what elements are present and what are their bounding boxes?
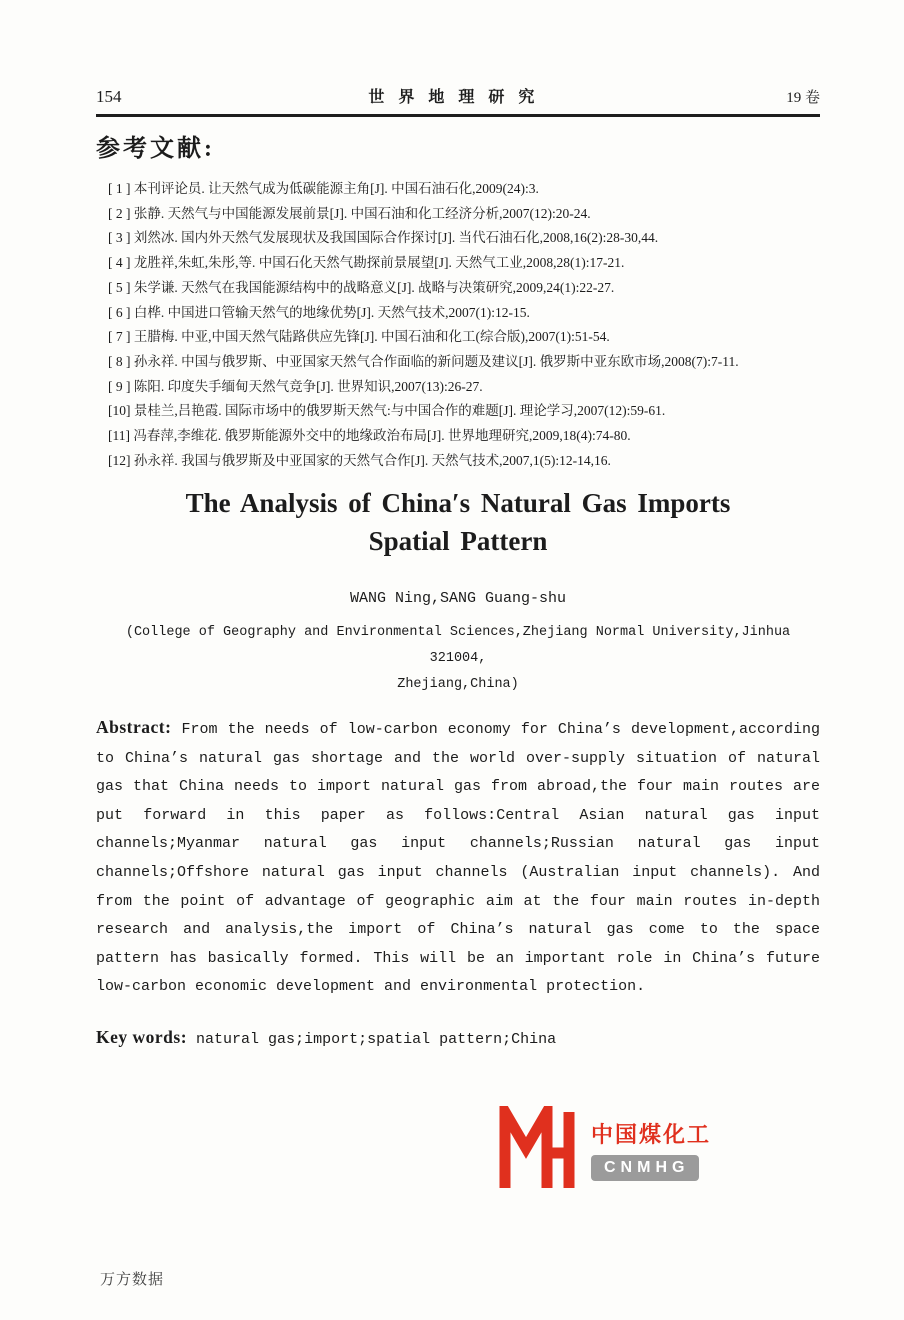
page-number: 154 <box>96 87 122 106</box>
reference-item: [ 1 ] 本刊评论员. 让天然气成为低碳能源主角[J]. 中国石油石化,2009(24):3. <box>108 181 539 196</box>
keywords-paragraph <box>96 1027 820 1048</box>
watermark-brand-cn: 中国煤化工 <box>591 1121 712 1147</box>
header-rule <box>96 114 820 117</box>
volume-label: 19 卷 <box>786 90 820 106</box>
keywords-text: natural gas;import;spatial pattern;China <box>196 1031 557 1048</box>
references-section <box>96 128 820 473</box>
reference-item: [ 7 ] 王腊梅. 中亚,中国天然气陆路供应先锋[J]. 中国石油和化工(综合版),2007(1):51-54. <box>108 329 610 345</box>
watermark <box>497 1106 711 1192</box>
references-list <box>96 177 820 473</box>
abstract-paragraph <box>96 713 820 1002</box>
article-authors: WANG Ning,SANG Guang-shu <box>349 590 567 607</box>
keywords-label: Key words: <box>96 1027 188 1047</box>
abstract-label: Abstract: <box>96 717 172 737</box>
article-title-line1: The Analysis of China′s Natural Gas Imports <box>185 488 731 518</box>
affiliation-line1: (College of Geography and Environmental Sciences,Zhejiang Normal University,Jinhua 321004, <box>125 625 791 666</box>
reference-item: [11] 冯春萍,李维花. 俄罗斯能源外交中的地缘政治布局[J]. 世界地理研究,2009,18(4):74-80. <box>108 428 631 444</box>
watermark-logo-icon <box>497 1106 577 1192</box>
watermark-text <box>591 1118 711 1181</box>
affiliation-line2: Zhejiang,China) <box>397 677 519 692</box>
article-title-line2: Spatial Pattern <box>368 526 548 556</box>
article-title <box>96 484 820 560</box>
footer-provider: 万方数据 <box>100 1271 165 1288</box>
journal-title: 世 界 地 理 研 究 <box>368 89 540 106</box>
reference-item: [ 2 ] 张静. 天然气与中国能源发展前景[J]. 中国石油和化工经济分析,2007(12):20-24. <box>108 205 591 221</box>
reference-item: [ 6 ] 白桦. 中国进口管输天然气的地缘优势[J]. 天然气技术,2007(1):12-15. <box>108 304 530 320</box>
watermark-brand-en: CNMHG <box>591 1155 699 1181</box>
reference-item: [ 9 ] 陈阳. 印度失手缅甸天然气竞争[J]. 世界知识,2007(13):26-27. <box>108 378 483 394</box>
abstract-text: From the needs of low-carbon economy for China’s development,according to China’s natural gas shortage and the world over-supply situation of natural gas that China needs to import natural gas from abroad,the four main routes are put forward in this paper as follows:Central Asian natural gas input channels;Myanmar natural gas input channels;Russian natural gas input channels;Offshore natural gas input channels (Australian input channels). And from the point of advantage of geographic aim at the four main routes in-depth research and analysis,the import of China’s natural gas come to the space pattern has basically formed. This will be an important role in China’s future low-carbon economic development and environmental protection. <box>96 721 820 996</box>
reference-item: [10] 景桂兰,吕艳霞. 国际市场中的俄罗斯天然气:与中国合作的难题[J]. 理论学习,2007(12):59-61. <box>108 403 666 419</box>
reference-item: [ 8 ] 孙永祥. 中国与俄罗斯、中亚国家天然气合作面临的新问题及建议[J]. 俄罗斯中亚东欧市场,2008(7):7-11. <box>108 353 739 369</box>
page-header <box>96 84 820 107</box>
reference-item: [12] 孙永祥. 我国与俄罗斯及中亚国家的天然气合作[J]. 天然气技术,2007,1(5):12-14,16. <box>108 452 611 468</box>
article-affiliation <box>96 620 820 698</box>
reference-item: [ 3 ] 刘然冰. 国内外天然气发展现状及我国国际合作探讨[J]. 当代石油石化,2008,16(2):28-30,44. <box>108 230 659 246</box>
reference-item: [ 4 ] 龙胜祥,朱虹,朱彤,等. 中国石化天然气勘探前景展望[J]. 天然气工业,2008,28(1):17-21. <box>108 255 625 271</box>
references-heading: 参考文献: <box>96 136 215 162</box>
reference-item: [ 5 ] 朱学谦. 天然气在我国能源结构中的战略意义[J]. 战略与决策研究,2009,24(1):22-27. <box>108 279 615 295</box>
